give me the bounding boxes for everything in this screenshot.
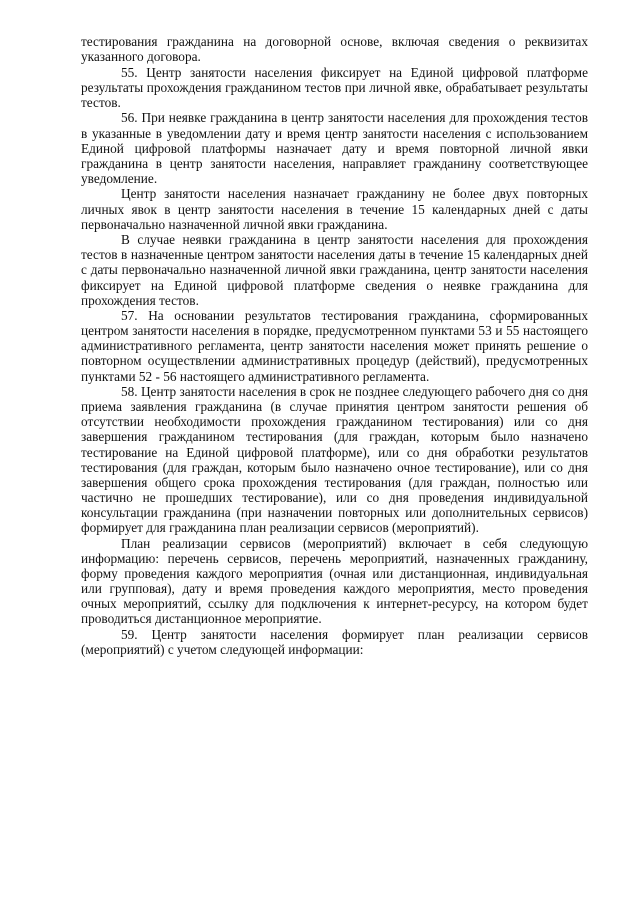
paragraph-54-continuation: тестирования гражданина на договорной основе, включая сведения о реквизитах указанного договора. [81,34,588,65]
paragraph-57: 57. На основании результатов тестирования гражданина, сформированных центром занятости населения в порядке, предусмотренном пунктами 53 и 55 настоящего административного регламента, центр занятости населения может принять решение о повторном осуществлении административных процедур (действий), предусмотренных пунктами 52 - 56 настоящего административного регламента. [81,308,588,384]
paragraph-56-repeat-visits: Центр занятости населения назначает гражданину не более двух повторных личных явок в центр занятости населения в течение 15 календарных дней с даты первоначально назначенной личной явки гражданина. [81,186,588,232]
paragraph-56-no-show: В случае неявки гражданина в центр занятости населения для прохождения тестов в назначенные центром занятости населения даты в течение 15 календарных дней с даты первоначально назначенной личной явки гражданина, центр занятости населения фиксирует на Единой цифровой платформе сведения о неявке гражданина для прохождения тестов. [81,232,588,308]
document-body [81,34,588,657]
paragraph-56: 56. При неявке гражданина в центр занятости населения для прохождения тестов в указанные в уведомлении дату и время центр занятости населения с использованием Единой цифровой платформы назначает дату и время повторной личной явки гражданина в центр занятости населения, направляет гражданину соответствующее уведомление. [81,110,588,186]
paragraph-58: 58. Центр занятости населения в срок не позднее следующего рабочего дня со дня приема заявления гражданина (в случае принятия центром занятости решения об отсутствии необходимости прохождения гражданином тестирования) или со дня завершения гражданином тестирования (для граждан, которым было назначено тестирование на Единой цифровой платформе), или со дня обработки результатов тестирования (для граждан, которым было назначено очное тестирование), или со дня завершения общего срока прохождения тестирования (для граждан, полностью или частично не прошедших тестирование), или со дня проведения индивидуальной консультации гражданина (при назначении повторных или дополнительных сервисов) формирует для гражданина план реализации сервисов (мероприятий). [81,384,588,535]
paragraph-55: 55. Центр занятости населения фиксирует на Единой цифровой платформе результаты прохождения гражданином тестов при личной явке, обрабатывает результаты тестов. [81,64,588,110]
paragraph-58-plan-contents: План реализации сервисов (мероприятий) включает в себя следующую информацию: перечень сервисов, перечень мероприятий, назначенных гражданину, форму проведения каждого мероприятия (очная или дистанционная, индивидуальная или групповая), дату и время проведения каждого мероприятия, место проведения очных мероприятий, ссылку для подключения к интернет-ресурсу, на котором будет проводиться дистанционное мероприятие. [81,535,588,627]
paragraph-59: 59. Центр занятости населения формирует план реализации сервисов (мероприятий) с учетом следующей информации: [81,626,588,657]
